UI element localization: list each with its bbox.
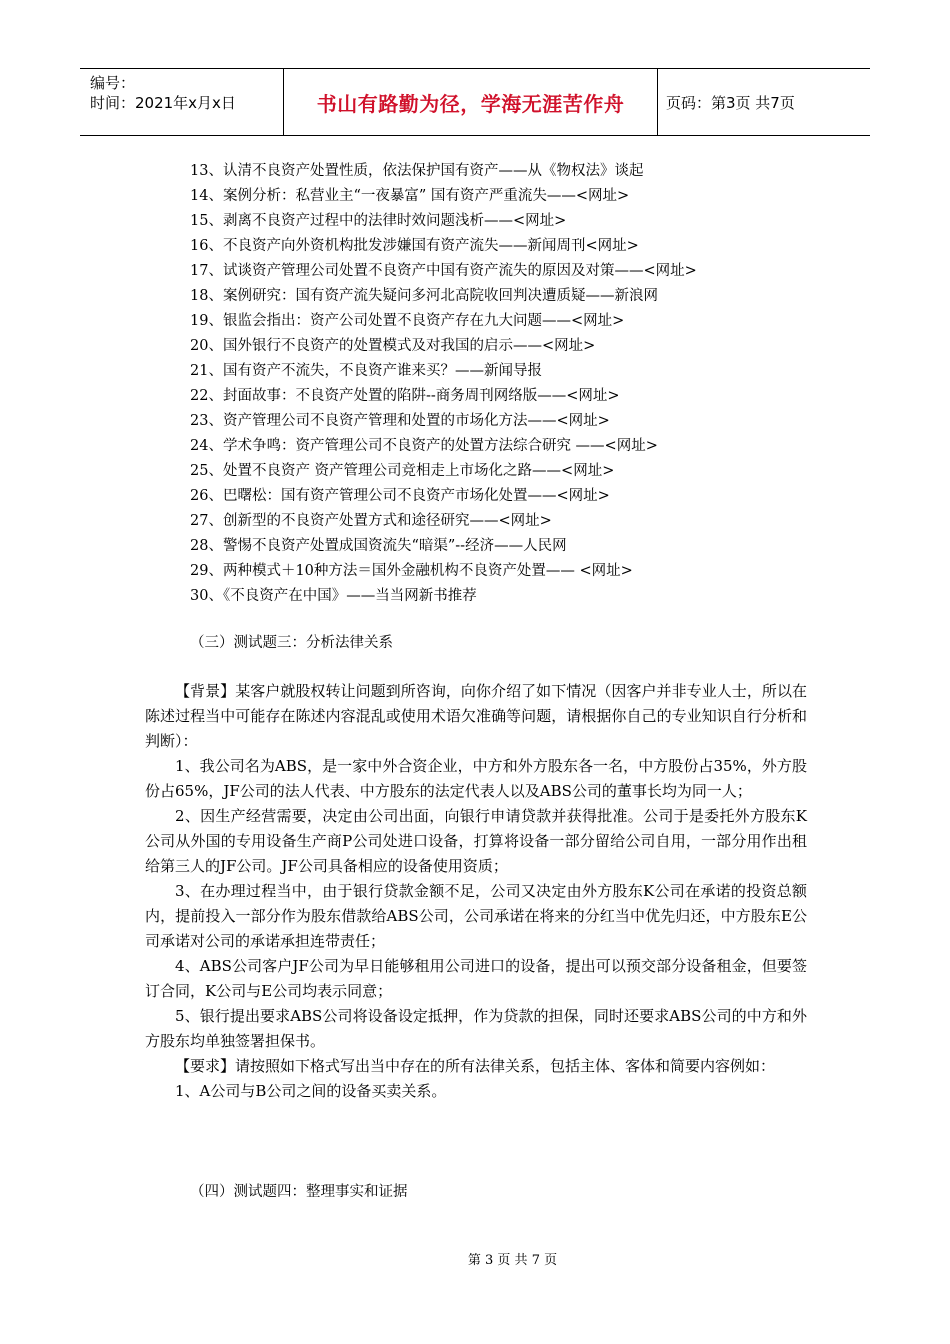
reference-item: 30、《不良资产在中国》——当当网新书推荐 [190,588,477,604]
reference-item: 20、国外银行不良资产的处置模式及对我国的启示——<网址> [190,338,596,354]
background-paragraph: 【背景】某客户就股权转让问题到所咨询，向你介绍了如下情况（因客户并非专业人士，所以在陈述过程当中可能存在陈述内容混乱或使用术语欠准确等问题，请根据你自己的专业知识自行分析和判断）： [145,682,807,750]
reference-item: 19、银监会指出：资产公司处置不良资产存在九大问题——<网址> [190,313,625,329]
page-footer: 第 3 页 共 7 页 [467,1253,558,1268]
section-title-test4: （四）测试题四：整理事实和证据 [190,1184,408,1200]
requirement-paragraph: 【要求】请按照如下格式写出当中存在的所有法律关系，包括主体、客体和简要内容例如： [175,1057,776,1075]
page-header [80,68,870,136]
reference-item: 28、警惕不良资产处置成国资流失“暗渠”--经济——人民网 [190,538,567,554]
reference-item: 18、案例研究：国有资产流失疑问多河北高院收回判决遭质疑——新浪网 [190,288,658,304]
section-title-test3: （三）测试题三：分析法律关系 [190,635,393,651]
document-date: 时间：2021年x月x日 [90,94,236,112]
reference-item: 14、案例分析：私营业主“一夜暴富” 国有资产严重流失——<网址> [190,188,630,204]
reference-item: 21、国有资产不流失，不良资产谁来买？——新闻导报 [190,363,542,379]
document-number: 编号： [90,74,136,92]
fact-paragraph: 4、ABS公司客户JF公司为早日能够租用公司进口的设备，提出可以预交部分设备租金，但要签订合同，K公司与E公司均表示同意； [145,957,807,1000]
reference-item: 25、处置不良资产 资产管理公司竞相走上市场化之路——<网址> [190,463,615,479]
reference-item: 24、学术争鸣：资产管理公司不良资产的处置方法综合研究 ——<网址> [190,438,658,454]
reference-item: 16、不良资产向外资机构批发涉嫌国有资产流失——新闻周刊<网址> [190,238,639,254]
reference-item: 15、剥离不良资产过程中的法律时效问题浅析——<网址> [190,213,567,229]
test3-body [145,679,807,1104]
reference-list [190,159,830,609]
header-page-number: 页码：第3页 共7页 [666,93,795,112]
reference-item: 13、认清不良资产处置性质，依法保护国有资产——从《物权法》谈起 [190,163,644,179]
reference-item: 17、试谈资产管理公司处置不良资产中国有资产流失的原因及对策——<网址> [190,263,697,279]
header-motto: 书山有路勤为径，学海无涯苦作舟 [283,69,658,135]
reference-item: 27、创新型的不良资产处置方式和途径研究——<网址> [190,513,552,529]
fact-paragraph: 3、在办理过程当中，由于银行贷款金额不足，公司又决定由外方股东K公司在承诺的投资总额内，提前投入一部分作为股东借款给ABS公司，公司承诺在将来的分红当中优先归还，中方股东E公司承诺对公司的承诺承担连带责任； [145,882,807,950]
reference-item: 29、两种模式＋10种方法＝国外金融机构不良资产处置—— <网址> [190,563,633,579]
fact-paragraph: 2、因生产经营需要，决定由公司出面，向银行申请贷款并获得批准。公司于是委托外方股东K公司从外国的专用设备生产商P公司处进口设备，打算将设备一部分留给公司自用，一部分用作出租给第三人的JF公司。JF公司具备相应的设备使用资质； [145,807,807,875]
example-paragraph: 1、A公司与B公司之间的设备买卖关系。 [175,1082,447,1100]
fact-paragraph: 1、我公司名为ABS，是一家中外合资企业，中方和外方股东各一名，中方股份占35%，外方股份占65%，JF公司的法人代表、中方股东的法定代表人以及ABS公司的董事长均为同一人； [145,757,807,800]
fact-paragraph: 5、银行提出要求ABS公司将设备设定抵押，作为贷款的担保，同时还要求ABS公司的中方和外方股东均单独签署担保书。 [145,1007,807,1050]
reference-item: 26、巴曙松：国有资产管理公司不良资产市场化处置——<网址> [190,488,610,504]
reference-item: 22、封面故事：不良资产处置的陷阱--商务周刊网络版——<网址> [190,388,620,404]
reference-item: 23、资产管理公司不良资产管理和处置的市场化方法——<网址> [190,413,610,429]
header-meta [80,69,283,135]
